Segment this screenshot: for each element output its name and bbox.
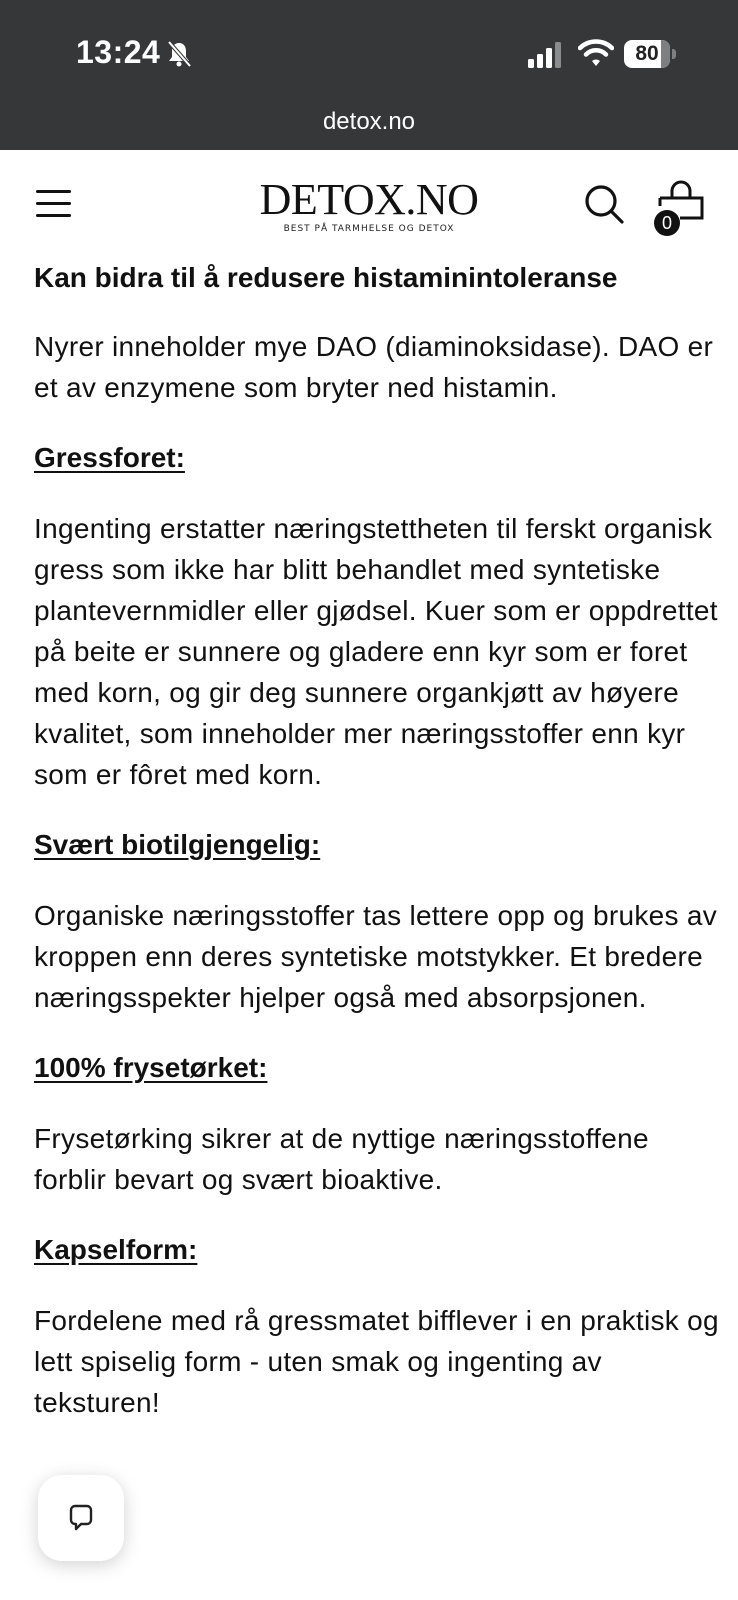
chat-button[interactable]	[38, 1475, 124, 1561]
section-title: Kapselform:	[34, 1234, 198, 1265]
battery-percent: 80	[635, 42, 659, 65]
lead-paragraph: Nyrer inneholder mye DAO (diaminoksidase). DAO er et av enzymene som bryter ned histamin.	[34, 331, 714, 403]
section-title: Svært biotilgjengelig:	[34, 829, 321, 860]
battery-indicator	[624, 40, 676, 68]
logo-tagline: BEST PÅ TARMHELSE OG DETOX	[283, 224, 455, 234]
section-text: Organiske næringsstoffer tas lettere opp og brukes av kroppen enn deres syntetiske motstykker. Et bredere næringsspekter hjelper også med absorpsjonen.	[34, 900, 718, 1013]
section-frysetorket	[34, 1048, 724, 1200]
menu-button[interactable]	[34, 186, 74, 222]
wifi-icon	[578, 38, 614, 68]
section-text: Ingenting erstatter næringstettheten til ferskt organisk gress som ikke har blitt behandlet med syntetiske plantevernmidler eller gjødsel. Kuer som er oppdrettet på beite er sunnere og gladere enn kyr som er foret med korn, og gir deg sunnere organkjøtt av høyere kvalitet, som inneholder mer næringsstoffer enn kyr som er fôret med korn.	[34, 513, 718, 790]
section-text: Frysetørking sikrer at de nyttige næringsstoffene forblir bevart og svært bioaktive.	[34, 1123, 649, 1195]
section-text: Fordelene med rå gressmatet bifflever i en praktisk og lett spiselig form - uten smak og ingenting av teksturen!	[34, 1305, 719, 1418]
browser-top-bar	[0, 0, 738, 150]
product-description	[34, 258, 724, 1453]
cart-count-badge[interactable]: 0	[654, 210, 680, 236]
section-title: 100% frysetørket:	[34, 1052, 268, 1083]
section-kapselform	[34, 1230, 724, 1423]
search-icon[interactable]	[582, 182, 626, 226]
bell-muted-icon	[166, 40, 192, 68]
site-header	[0, 150, 738, 256]
site-logo[interactable]	[250, 175, 488, 234]
status-time: 13:24	[76, 34, 161, 70]
chat-icon	[67, 1504, 95, 1532]
section-title: Gressforet:	[34, 442, 185, 473]
address-bar-url[interactable]: detox.no	[322, 108, 416, 135]
logo-wordmark: DETOX.NO	[259, 175, 479, 224]
lead-heading: Kan bidra til å redusere histaminintoleranse	[34, 262, 618, 293]
cellular-signal-icon	[528, 42, 564, 68]
section-gressforet	[34, 438, 724, 795]
section-biotilgjengelig	[34, 825, 724, 1018]
